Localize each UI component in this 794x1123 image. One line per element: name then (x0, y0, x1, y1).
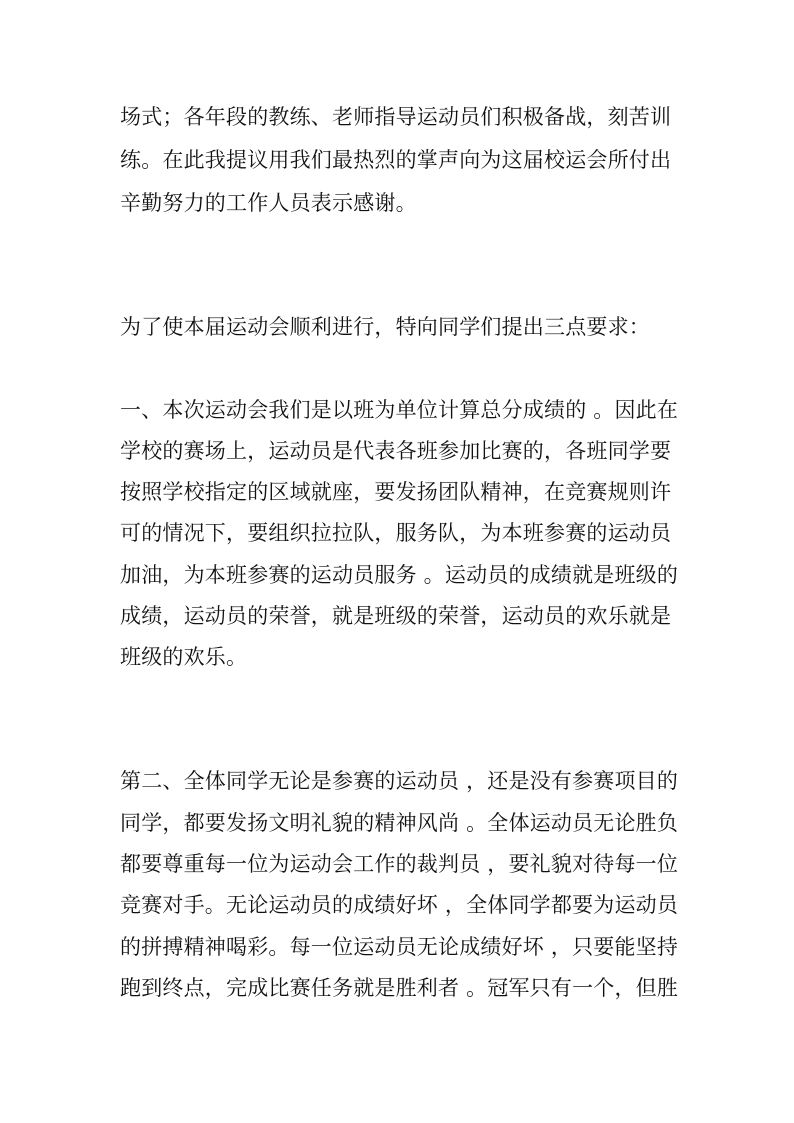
text-line: 为了使本届运动会顺利进行，特向同学们提出三点要求： (120, 315, 650, 339)
text-line: 成绩，运动员的荣誉，就是班级的荣誉，运动员的欢乐就是 (120, 604, 672, 628)
text-line: 的拼搏精神喝彩。每一位运动员无论成绩好坏 ，只要能坚持 (120, 935, 679, 959)
text-line: 第二、全体同学无论是参赛的运动员 ，还是没有参赛项目的 (120, 769, 679, 793)
text-line: 跑到终点，完成比赛任务就是胜利者 。冠军只有一个，但胜 (120, 976, 679, 1000)
text-line: 可的情况下，要组织拉拉队，服务队，为本班参赛的运动员 (120, 521, 672, 545)
text-line: 练。在此我提议用我们最热烈的掌声向为这届校运会所付出 (120, 148, 672, 172)
text-line: 一、本次运动会我们是以班为单位计算总分成绩的 。因此在 (120, 398, 679, 422)
text-line: 同学，都要发扬文明礼貌的精神风尚 。全体运动员无论胜负 (120, 811, 679, 835)
text-line: 学校的赛场上，运动员是代表各班参加比赛的，各班同学要 (120, 439, 672, 463)
text-line: 辛勤努力的工作人员表示感谢。 (120, 191, 417, 215)
text-line: 场式；各年段的教练、老师指导运动员们积极备战，刻苦训 (120, 105, 672, 129)
text-line: 班级的欢乐。 (120, 645, 248, 669)
text-line: 竞赛对手。无论运动员的成绩好坏 ，全体同学都要为运动员 (120, 893, 679, 917)
text-line: 加油，为本班参赛的运动员服务 。运动员的成绩就是班级的 (120, 563, 679, 587)
text-line: 都要尊重每一位为运动会工作的裁判员 ，要礼貌对待每一位 (120, 852, 679, 876)
text-line: 按照学校指定的区域就座，要发扬团队精神，在竞赛规则许 (120, 480, 672, 504)
